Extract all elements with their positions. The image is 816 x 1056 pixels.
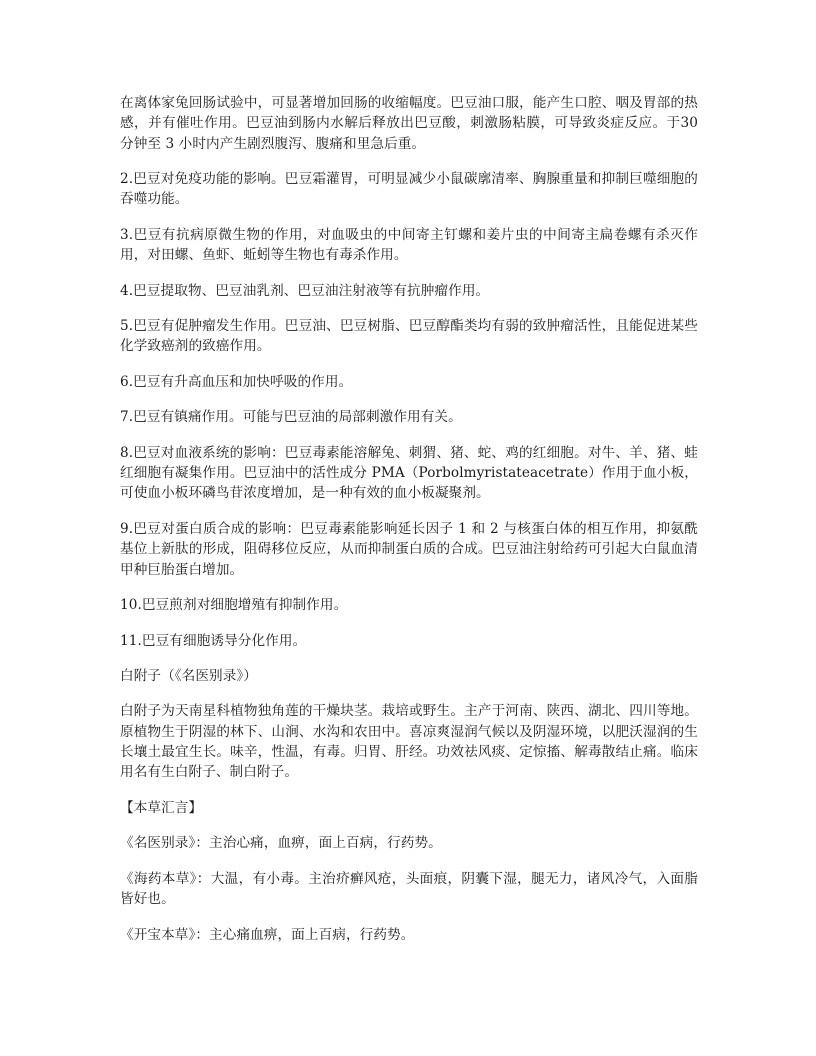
paragraph-item-3-antimicrobial: 3.巴豆有抗病原微生物的作用，对血吸虫的中间寄主钉螺和姜片虫的中间寄主扁卷螺有杀灭作用，对田螺、鱼虾、蚯蚓等生物也有毒杀作用。 <box>120 226 698 264</box>
paragraph-item-4-antitumor: 4.巴豆提取物、巴豆油乳剂、巴豆油注射液等有抗肿瘤作用。 <box>120 282 490 299</box>
paragraph-item-7-analgesic: 7.巴豆有镇痛作用。可能与巴豆油的局部刺激作用有关。 <box>120 409 462 426</box>
paragraph-item-5-tumor-promoting: 5.巴豆有促肿瘤发生作用。巴豆油、巴豆树脂、巴豆醇酯类均有弱的致肿瘤活性，且能促进某些化学致癌剂的致癌作用。 <box>120 318 698 355</box>
paragraph-item-8-blood-system: 8.巴豆对血液系统的影响：巴豆毒素能溶解兔、刺猬、猪、蛇、鸡的红细胞。对牛、羊、猪、蛙红细胞有凝集作用。巴豆油中的活性成分 PMA（Porbolmyristateacetrate）作用于血小板，可使血小板环磷鸟苷浓度增加，是一种有效的血小板凝聚剂。 <box>120 444 698 502</box>
paragraph-croton-intestinal-effects: 在离体家兔回肠试验中，可显著增加回肠的收缩幅度。巴豆油口服，能产生口腔、咽及胃部的热感，并有催吐作用。巴豆油到肠内水解后释放出巴豆酸，刺激肠粘膜，可导致炎症反应。于30 分钟至 3 小时内产生剧烈腹泻、腹痛和里急后重。 <box>120 95 698 152</box>
quote-mingyi-bielu: 《名医别录》：主治心痛，血痹，面上百病，行药势。 <box>120 835 442 852</box>
quote-haiyao-bencao: 《海药本草》：大温，有小毒。主治疥癣风疮，头面痕，阴囊下湿，腿无力，诸风冷气，入面脂皆好也。 <box>120 870 698 908</box>
paragraph-item-6-blood-pressure: 6.巴豆有升高血压和加快呼吸的作用。 <box>120 373 353 390</box>
paragraph-item-10-cell-proliferation: 10.巴豆煎剂对细胞增殖有抑制作用。 <box>120 597 348 614</box>
quote-kaibao-bencao: 《开宝本草》：主心痛血痹，面上百病，行药势。 <box>120 926 415 943</box>
section-heading-bencao-huiyan: 【本草汇言】 <box>120 799 203 816</box>
document-page <box>120 93 698 960</box>
section-heading-baifuzi: 白附子（《名医别录》） <box>120 668 258 684</box>
paragraph-item-2-immune: 2.巴豆对免疫功能的影响。巴豆霜灌胃，可明显减少小鼠碳廓清率、胸腺重量和抑制巨噬细胞的吞噬功能。 <box>120 171 698 208</box>
paragraph-baifuzi-description: 白附子为天南星科植物独角莲的干燥块茎。栽培或野生。主产于河南、陕西、湖北、四川等地。原植物生于阴湿的林下、山涧、水沟和农田中。喜凉爽湿润气候以及阴湿环境，以肥沃湿润的生长壤土最宜生长。味辛，性温，有毒。归胃、肝经。功效祛风痰、定惊搐、解毒散结止痛。临床用名有生白附子、制白附子。 <box>120 703 698 781</box>
paragraph-item-11-differentiation: 11.巴豆有细胞诱导分化作用。 <box>120 632 307 649</box>
paragraph-item-9-protein-synthesis: 9.巴豆对蛋白质合成的影响：巴豆毒素能影响延长因子 1 和 2 与核蛋白体的相互作用，抑氨酰基位上新肽的形成，阻碍移位反应，从而抑制蛋白质的合成。巴豆油注射给药可引起大白鼠血清甲种巨胎蛋白增加。 <box>120 520 698 578</box>
